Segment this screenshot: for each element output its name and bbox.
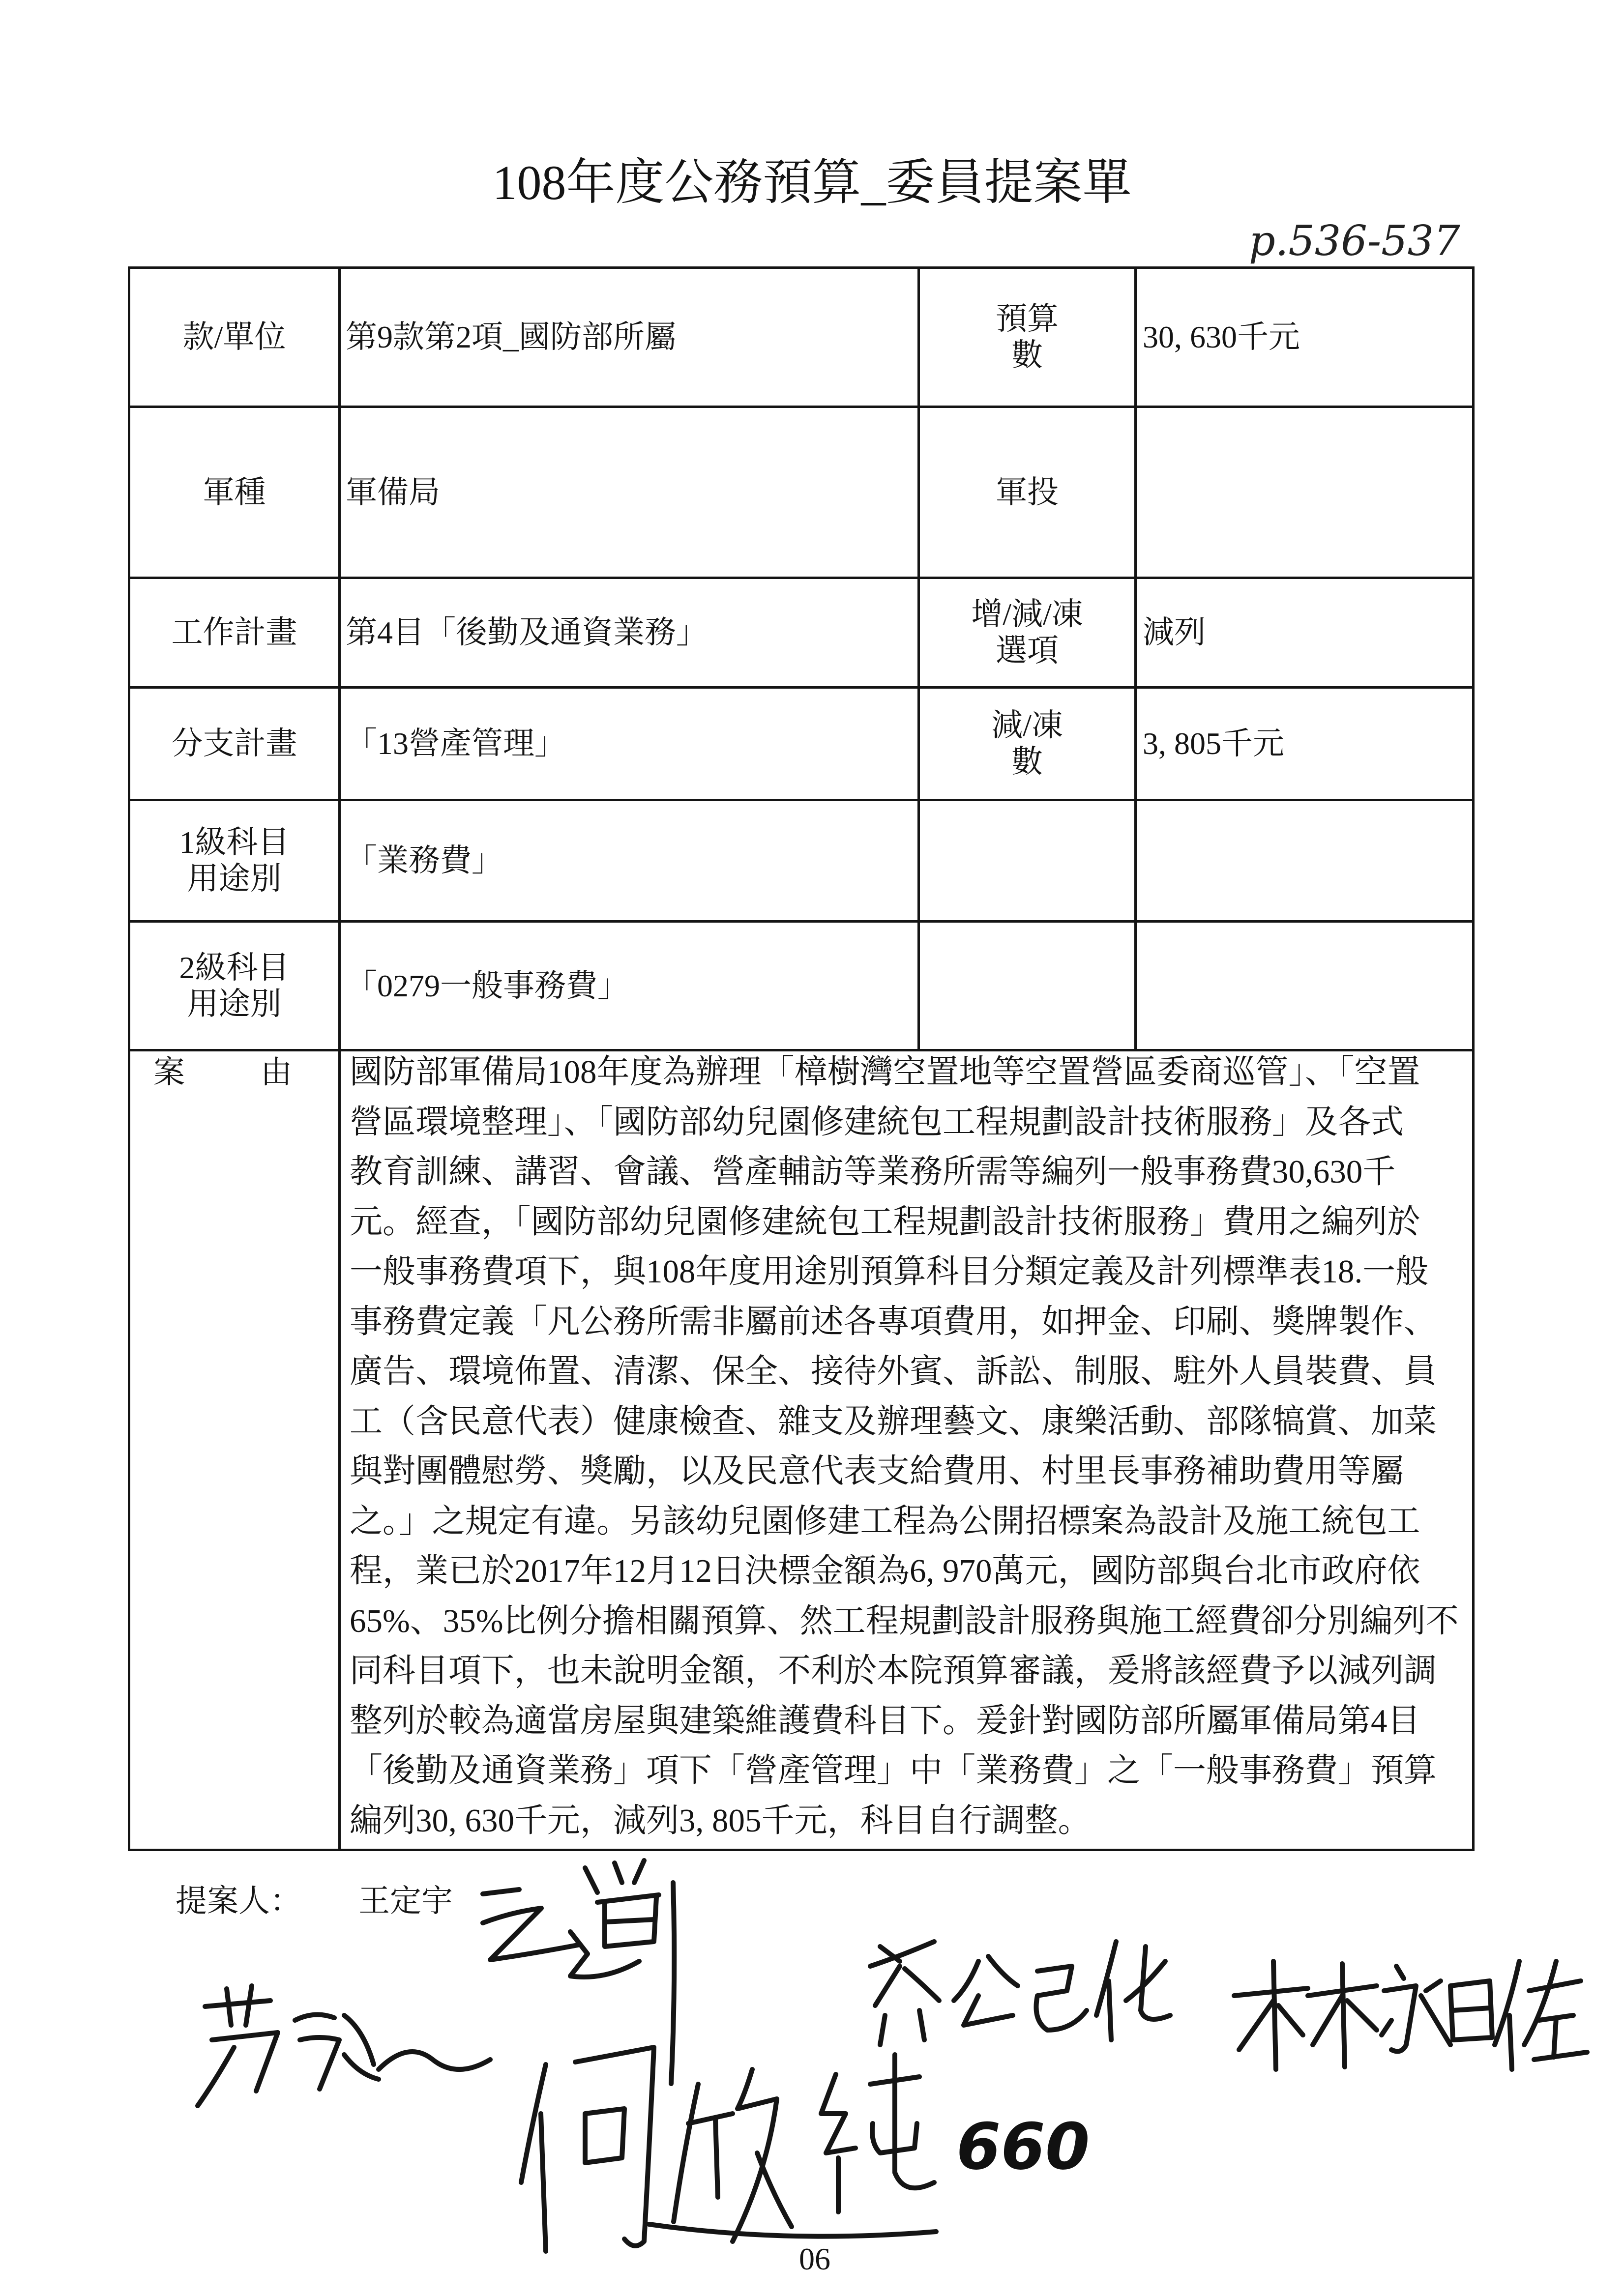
proposal-form-table — [128, 266, 1475, 1851]
reason-text — [341, 1051, 1475, 1851]
section-unit-label: 款/單位 — [130, 269, 341, 408]
level2-item-value: 「0279一般事務費」 — [341, 923, 920, 1051]
service-label: 軍種 — [130, 408, 341, 579]
proposer-name: 王定宇 — [358, 1884, 453, 1918]
reason-line: 事務費定義「凡公務所需非屬前述各專項費用，如押金、印刷、獎牌製作、 — [350, 1303, 1437, 1340]
investment-value — [1137, 408, 1475, 579]
work-plan-value: 第4目「後勤及通資業務」 — [341, 579, 920, 689]
level2-item-label-line: 2級科目 — [179, 950, 290, 985]
reason-line: 與對團體慰勞、獎勵，以及民意代表支給費用、村里長事務補助費用等屬 — [350, 1453, 1404, 1489]
reason-line: 程，業已於2017年12月12日決標金額為6, 970萬元，國防部與台北市政府依 — [350, 1553, 1420, 1589]
cut-freeze-amount-value: 3, 805千元 — [1137, 689, 1475, 801]
proposer-label: 提案人： — [176, 1884, 301, 1918]
reason-line: 65%、35%比例分擔相關預算、然工程規劃設計服務與施工經費卻分別編列不 — [350, 1602, 1459, 1639]
option-label-line: 選項 — [996, 633, 1059, 668]
option-label — [920, 579, 1137, 689]
level1-item-label-line: 用途別 — [187, 861, 282, 896]
signature-lin-chang-tso — [1234, 1961, 1587, 2069]
reason-line: 一般事務費項下，與108年度用途別預算科目分類定義及計列標準表18.一般 — [350, 1253, 1429, 1290]
cut-freeze-amount-label — [920, 689, 1137, 801]
budget-amount-label-line: 數 — [1011, 338, 1043, 373]
empty-cell — [1137, 923, 1475, 1051]
budget-amount-label — [920, 269, 1137, 408]
option-value: 減列 — [1137, 579, 1475, 689]
branch-plan-value: 「13營產管理」 — [341, 689, 920, 801]
handwritten-number: 660 — [956, 2109, 1090, 2184]
service-value: 軍備局 — [341, 408, 920, 579]
handwritten-page-reference: p.536-537 — [1249, 217, 1460, 265]
reason-line: 教育訓練、講習、會議、營產輔訪等業務所需等編列一般事務費30,630千 — [350, 1154, 1396, 1190]
reason-line: 編列30, 630千元，減列3, 805千元，科目自行調整。 — [350, 1802, 1091, 1839]
empty-cell — [1137, 801, 1475, 923]
level1-item-label — [130, 801, 341, 923]
level2-item-label-line: 用途別 — [187, 986, 282, 1021]
budget-amount-label-line: 預算 — [996, 301, 1059, 336]
cut-freeze-amount-label-line: 減/凍 — [991, 708, 1063, 743]
reason-paragraph — [350, 1047, 1472, 1846]
cut-freeze-amount-label-line: 數 — [1011, 744, 1043, 779]
section-unit-value: 第9款第2項_國防部所屬 — [341, 269, 920, 408]
reason-line: 同科目項下，也未說明金額，不利於本院預算審議，爰將該經費予以減列調 — [350, 1653, 1437, 1689]
budget-amount-value: 30, 630千元 — [1137, 269, 1475, 408]
reason-line: 整列於較為適當房屋與建築維護費科目下。爰針對國防部所屬軍備局第4目 — [350, 1702, 1420, 1739]
signature-2 — [870, 1942, 1170, 2045]
signature-he-hsin-chun — [521, 2047, 936, 2251]
option-label-line: 增/減/凍 — [971, 597, 1083, 632]
level2-item-label — [130, 923, 341, 1051]
empty-cell — [920, 801, 1137, 923]
reason-label: 案由 — [130, 1051, 341, 1851]
reason-line: 營區環境整理」、「國防部幼兒園修建統包工程規劃設計技術服務」及各式 — [350, 1104, 1404, 1140]
investment-label: 軍投 — [920, 408, 1137, 579]
branch-plan-label: 分支計畫 — [130, 689, 341, 801]
form-title: 108年度公務預算_委員提案單 — [492, 155, 1132, 210]
reason-line: 廣告、環境佈置、清潔、保全、接待外賓、訴訟、制服、駐外人員裝費、員 — [350, 1353, 1437, 1390]
page-number: 06 — [799, 2241, 830, 2276]
reason-line: 國防部軍備局108年度為辦理「樟樹灣空置地等空置營區委商巡管」、「空置 — [350, 1054, 1420, 1090]
reason-line: 「後勤及通資業務」項下「營產管理」中「業務費」之「一般事務費」預算 — [350, 1752, 1437, 1789]
reason-line: 工（含民意代表）健康檢查、雜支及辦理藝文、康樂活動、部隊犒賞、加菜 — [350, 1403, 1437, 1440]
reason-line: 之。」之規定有違。另該幼兒園修建工程為公開招標案為設計及施工統包工 — [350, 1503, 1420, 1540]
work-plan-label: 工作計畫 — [130, 579, 341, 689]
level1-item-label-line: 1級科目 — [179, 825, 290, 860]
empty-cell — [920, 923, 1137, 1051]
level1-item-value: 「業務費」 — [341, 801, 920, 923]
reason-line: 元。經查，「國防部幼兒園修建統包工程規劃設計技術服務」費用之編列於 — [350, 1203, 1420, 1240]
